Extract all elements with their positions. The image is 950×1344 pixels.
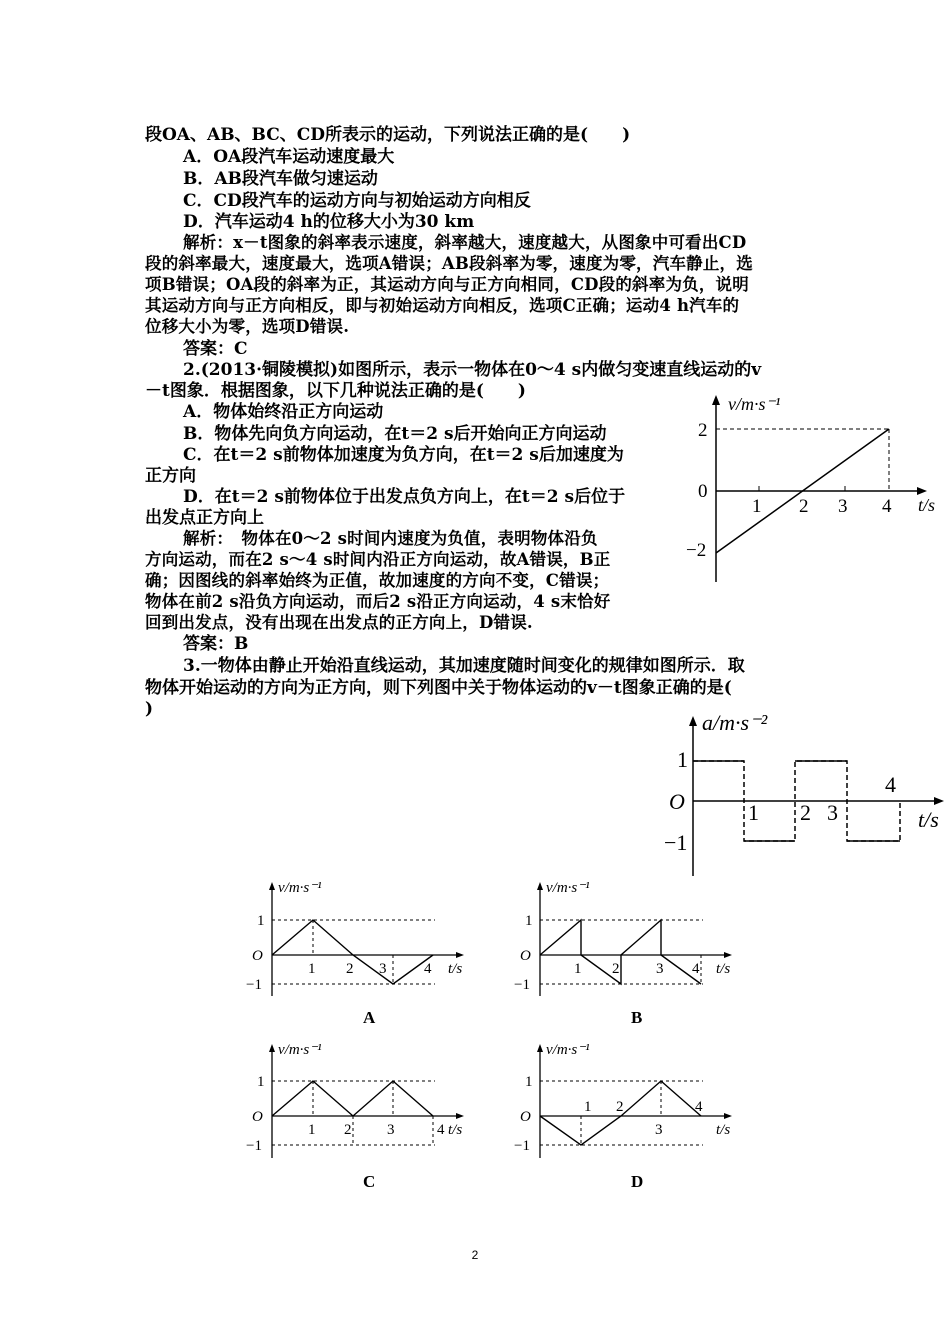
q2-analysis-line-3: 确；因图线的斜率始终为正值，故加速度的方向不变，C错误；	[145, 571, 610, 590]
q1-option-a: A．OA段汽车运动速度最大	[183, 147, 395, 167]
xtick-2: 2	[344, 1122, 352, 1138]
choice-a-graph	[240, 878, 480, 998]
xtick-4: 4	[424, 961, 432, 977]
q3-at-graph	[660, 710, 950, 880]
ytick-1: 1	[257, 1074, 265, 1090]
ytick-neg2: −2	[686, 540, 707, 561]
q2-option-a: A．物体始终沿正方向运动	[183, 402, 384, 422]
y-axis-arrow	[269, 882, 275, 890]
y-axis-arrow	[537, 1044, 543, 1052]
q2-analysis-line-1: 解析： 物体在0～2 s时间内速度为负值，表明物体沿负	[183, 529, 598, 548]
xtick-2: 2	[616, 1099, 624, 1115]
x-axis-label: t/s	[716, 1122, 731, 1138]
xtick-3: 3	[838, 496, 848, 517]
xtick-3: 3	[655, 1122, 663, 1138]
q1-answer: 答案：C	[183, 339, 248, 359]
xtick-3: 3	[656, 961, 664, 977]
y-axis-label: v/m·s⁻¹	[278, 1042, 322, 1058]
ytick-neg1: −1	[246, 1138, 262, 1154]
x-axis-arrow	[724, 952, 732, 958]
x-axis-arrow	[917, 487, 927, 495]
ytick-2: 2	[698, 420, 708, 441]
x-axis-arrow	[456, 952, 464, 958]
q1-option-d: D．汽车运动4 h的位移大小为30 km	[183, 212, 475, 232]
q3-stem-line-2: 物体开始运动的方向为正方向，则下列图中关于物体运动的v－t图象正确的是(	[145, 678, 732, 698]
origin-label: O	[252, 1109, 263, 1125]
xtick-1: 1	[308, 1122, 316, 1138]
y-axis-label: v/m·s⁻¹	[728, 394, 781, 414]
q2-analysis-line-5: 回到出发点，没有出现在出发点的正方向上，D错误.	[145, 613, 533, 632]
q2-analysis-line-2: 方向运动，而在2 s～4 s时间内沿正方向运动，故A错误，B正	[145, 550, 611, 569]
ytick-neg1: −1	[514, 1138, 530, 1154]
y-axis-label: v/m·s⁻¹	[546, 880, 590, 896]
x-axis-arrow	[934, 797, 944, 805]
x-axis-arrow	[724, 1113, 732, 1119]
xtick-4: 4	[695, 1099, 703, 1115]
q1-option-c: C．CD段汽车的运动方向与初始运动方向相反	[183, 191, 531, 211]
q1-analysis-line-4: 其运动方向与正方向相反，即与初始运动方向相反，选项C正确；运动4 h汽车的	[145, 296, 740, 315]
q1-analysis-line-5: 位移大小为零，选项D错误.	[145, 317, 350, 336]
xtick-1: 1	[308, 961, 316, 977]
origin-label: O	[520, 1109, 531, 1125]
origin-label: O	[520, 948, 531, 964]
choice-a-label: A	[363, 1008, 376, 1027]
q1-analysis-line-1: 解析：x－t图象的斜率表示速度，斜率越大，速度越大，从图象中可看出CD	[183, 233, 747, 252]
ytick-1: 1	[525, 913, 533, 929]
y-axis-label: v/m·s⁻¹	[278, 880, 322, 896]
ytick-1: 1	[677, 747, 688, 772]
x-axis-label: t/s	[448, 1122, 463, 1138]
y-axis-arrow	[689, 716, 697, 726]
xtick-1: 1	[748, 800, 759, 825]
q2-option-d: D．在t＝2 s前物体位于出发点负方向上，在t＝2 s后位于	[183, 487, 626, 507]
q2-option-b: B．物体先向负方向运动，在t＝2 s后开始向正方向运动	[183, 424, 607, 444]
y-axis-arrow	[269, 1044, 275, 1052]
xtick-1: 1	[584, 1099, 592, 1115]
q2-option-c: C．在t＝2 s前物体加速度为负方向，在t＝2 s后加速度为	[183, 445, 624, 465]
y-axis-label: v/m·s⁻¹	[546, 1042, 590, 1058]
ytick-1: 1	[257, 913, 265, 929]
ytick-0: 0	[698, 481, 708, 502]
y-axis-arrow	[712, 395, 720, 405]
y-axis-label: a/m·s⁻²	[702, 710, 768, 735]
page-number: 2	[471, 1248, 479, 1262]
q2-analysis-line-4: 物体在前2 s沿负方向运动，而后2 s沿正方向运动，4 s末恰好	[145, 592, 611, 611]
choice-b-label: B	[631, 1008, 643, 1027]
origin-label: O	[669, 789, 685, 814]
q2-option-d-cont: 出发点正方向上	[145, 508, 264, 528]
xtick-2: 2	[800, 800, 811, 825]
xtick-2: 2	[612, 961, 620, 977]
q2-answer: 答案：B	[183, 634, 249, 654]
origin-label: O	[252, 948, 263, 964]
choice-d-graph	[508, 1040, 748, 1160]
q2-stem-line-2: －t图象．根据图象，以下几种说法正确的是( )	[145, 381, 526, 401]
q1-option-b: B．AB段汽车做匀速运动	[183, 169, 378, 189]
x-axis-label: t/s	[918, 495, 936, 515]
x-axis-label: t/s	[448, 961, 463, 977]
q1-stem: 段OA、AB、BC、CD所表示的运动，下列说法正确的是( )	[145, 125, 631, 145]
xtick-4: 4	[437, 1122, 445, 1138]
choice-c-graph	[240, 1040, 480, 1160]
x-axis-label: t/s	[716, 961, 731, 977]
vt-line	[272, 1081, 433, 1116]
choice-c-label: C	[363, 1172, 376, 1191]
xtick-3: 3	[379, 961, 387, 977]
xtick-4: 4	[692, 961, 700, 977]
ytick-neg1: −1	[246, 977, 262, 993]
ytick-neg1: −1	[664, 830, 688, 855]
xtick-2: 2	[799, 496, 809, 517]
vt-line	[540, 920, 701, 984]
ytick-neg1: −1	[514, 977, 530, 993]
x-axis-label: t/s	[918, 807, 939, 832]
xtick-1: 1	[752, 496, 762, 517]
q1-analysis-line-2: 段的斜率最大，速度最大，选项A错误；AB段斜率为零，速度为零，汽车静止，选	[145, 254, 753, 273]
xtick-2: 2	[346, 961, 354, 977]
x-axis-arrow	[456, 1113, 464, 1119]
q2-vt-graph	[680, 390, 950, 590]
q2-option-c-cont: 正方向	[145, 466, 196, 486]
q3-stem-line-1: 3.一物体由静止开始沿直线运动，其加速度随时间变化的规律如图所示．取	[183, 656, 745, 676]
xtick-3: 3	[827, 800, 838, 825]
q1-analysis-line-3: 项B错误；OA段的斜率为正，其运动方向与正方向相同，CD段的斜率为负，说明	[145, 275, 749, 294]
choice-b-graph	[508, 878, 748, 998]
choice-d-label: D	[631, 1172, 644, 1191]
ytick-1: 1	[525, 1074, 533, 1090]
xtick-4: 4	[885, 772, 896, 797]
q3-stem-line-3: )	[145, 699, 154, 719]
xtick-3: 3	[387, 1122, 395, 1138]
y-axis-arrow	[537, 882, 543, 890]
q2-stem-line-1: 2.(2013·铜陵模拟)如图所示，表示一物体在0～4 s内做匀变速直线运动的v	[183, 360, 762, 380]
xtick-4: 4	[882, 496, 892, 517]
xtick-1: 1	[574, 961, 582, 977]
